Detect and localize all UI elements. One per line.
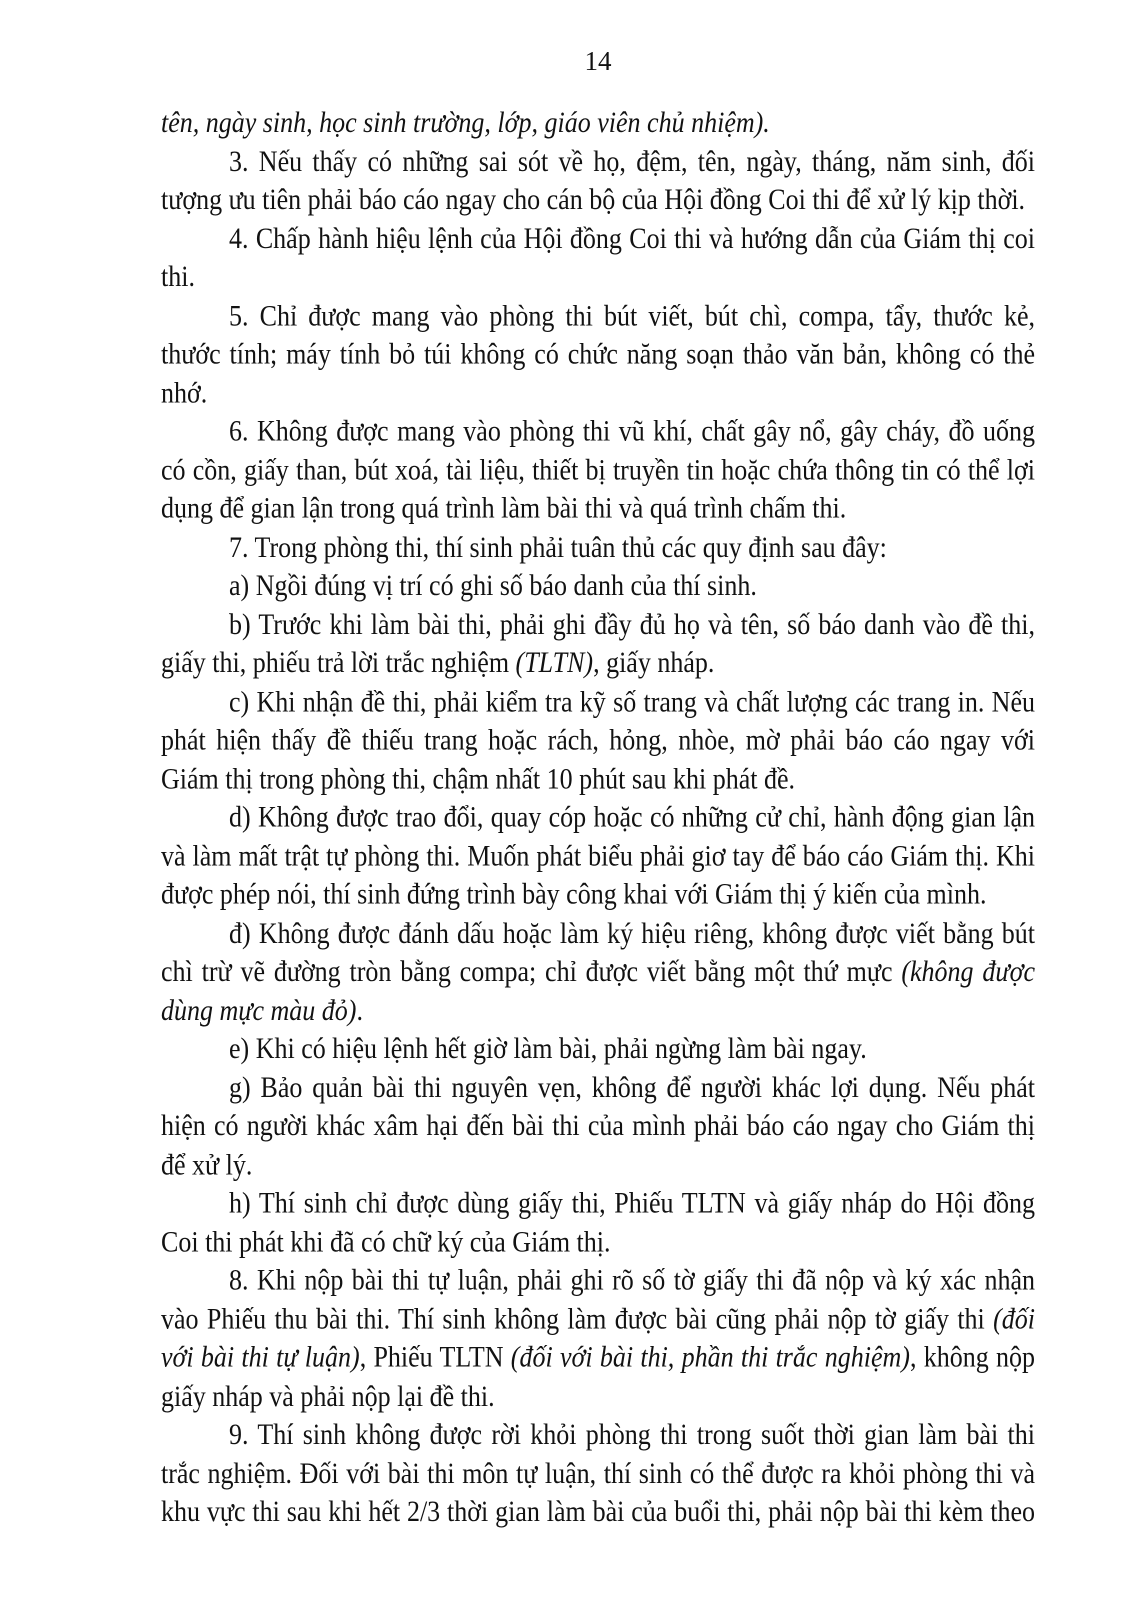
text-run: c) Khi nhận đề thi, phải kiểm tra kỹ số trang và chất lượng các trang in. Nếu phát hiện thấy đề thiếu trang hoặc rách, hỏng, nhòe, mờ phải báo cáo ngay với Giám thị trong phòng thi, chậm nhất 10 phút sau khi phát đề. — [161, 684, 1035, 795]
paragraph — [161, 296, 1035, 412]
text-run: tên, ngày sinh, học sinh trường, lớp, giáo viên chủ nhiệm). — [161, 105, 770, 139]
text-run: h) Thí sinh chỉ được dùng giấy thi, Phiếu TLTN và giấy nháp do Hội đồng Coi thi phát khi đã có chữ ký của Giám thị. — [161, 1185, 1035, 1258]
text-run: (không được dùng mực màu đỏ) — [161, 954, 1036, 1027]
text-run: 7. Trong phòng thi, thí sinh phải tuân thủ các quy định sau đây: — [229, 529, 887, 564]
paragraph — [161, 1415, 1035, 1531]
text-run: a) Ngồi đúng vị trí có ghi số báo danh của thí sinh. — [229, 568, 757, 602]
paragraph — [161, 682, 1035, 798]
paragraph — [161, 1068, 1035, 1184]
text-run: b) Trước khi làm bài thi, phải ghi đầy đủ họ và tên, số báo danh vào đề thi, giấy thi, phiếu trả lời trắc nghiệm — [161, 607, 1035, 679]
text-run: đ) Không được đánh dấu hoặc làm ký hiệu riêng, không được viết bằng bút chì trừ vẽ đường tròn bằng compa; chỉ được viết bằng một thứ mực — [161, 915, 1035, 988]
text-run: 4. Chấp hành hiệu lệnh của Hội đồng Coi thi và hướng dẫn của Giám thị coi thi. — [161, 221, 1035, 294]
text-run: , Phiếu TLTN — [359, 1340, 511, 1374]
paragraph — [161, 1184, 1035, 1261]
paragraph — [161, 412, 1035, 528]
paragraph — [161, 1261, 1035, 1415]
text-run: d) Không được trao đổi, quay cóp hoặc có những cử chỉ, hành động gian lận và làm mất trật tự phòng thi. Muốn phát biểu phải giơ tay để báo cáo Giám thị. Khi được phép nói, thí sinh đứng trình bày công khai với Giám thị ý kiến của mình. — [161, 799, 1035, 911]
text-run: 3. Nếu thấy có những sai sót về họ, đệm, tên, ngày, tháng, năm sinh, đối tượng ưu tiên phải báo cáo ngay cho cán bộ của Hội đồng Coi thi để xử lý kịp thời. — [161, 143, 1035, 216]
paragraph — [161, 1029, 1035, 1068]
text-run: , giấy nháp. — [593, 645, 715, 679]
text-run: 9. Thí sinh không được rời khỏi phòng thi trong suốt thời gian làm bài thi trắc nghiệm. Đối với bài thi môn tự luận, thí sinh có thể được ra khỏi phòng thi và khu vực thi sau khi hết 2/3 thời gian làm bài của buổi thi, phải nộp bài thi kèm theo — [161, 1417, 1035, 1529]
text-run: (đối với bài thi tự luận) — [161, 1301, 1035, 1374]
paragraph — [161, 605, 1035, 682]
text-run: (đối với bài thi, phần thi trắc nghiệm) — [510, 1340, 910, 1374]
text-run: 6. Không được mang vào phòng thi vũ khí, chất gây nổ, gây cháy, đồ uống có cồn, giấy than, bút xoá, tài liệu, thiết bị truyền tin hoặc chứa thông tin có thể lợi dụng để gian lận trong quá trình làm bài thi và quá trình chấm thi. — [161, 414, 1035, 525]
page-number: 14 — [584, 46, 612, 76]
paragraph — [161, 913, 1035, 1029]
text-run: 8. Khi nộp bài thi tự luận, phải ghi rõ số tờ giấy thi đã nộp và ký xác nhận vào Phiếu thu bài thi. Thí sinh không làm được bài cũng phải nộp tờ giấy thi — [161, 1263, 1035, 1336]
paragraph — [161, 103, 1035, 142]
paragraph — [161, 219, 1035, 296]
paragraph — [161, 528, 1035, 567]
paragraph — [161, 798, 1035, 914]
text-run: g) Bảo quản bài thi nguyên vẹn, không để người khác lợi dụng. Nếu phát hiện có người khác xâm hại đến bài thi của mình phải báo cáo ngay cho Giám thị để xử lý. — [161, 1070, 1035, 1181]
text-run: (TLTN) — [515, 645, 594, 679]
paragraph — [161, 566, 1035, 605]
text-run: e) Khi có hiệu lệnh hết giờ làm bài, phải ngừng làm bài ngay. — [229, 1031, 867, 1065]
text-run: . — [356, 992, 363, 1027]
paragraph — [161, 142, 1035, 219]
text-run: , không nộp giấy nháp và phải nộp lại đề thi. — [161, 1340, 1035, 1413]
text-run: 5. Chỉ được mang vào phòng thi bút viết, bút chì, compa, tẩy, thước kẻ, thước tính; máy tính bỏ túi không có chức năng soạn thảo văn bản, không có thẻ nhớ. — [161, 298, 1035, 409]
document-body — [161, 103, 1035, 1531]
